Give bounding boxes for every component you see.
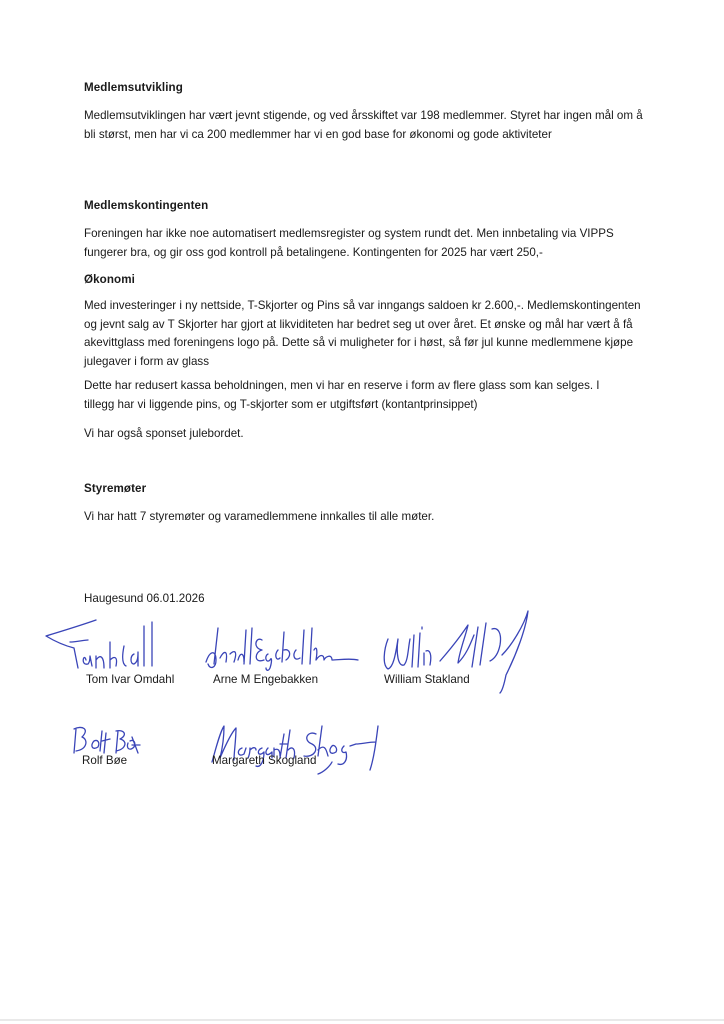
section-heading-medlemsutvikling: Medlemsutvikling <box>84 81 183 94</box>
paragraph-okonomi-1: Med investeringer i ny nettside, T-Skjorter og Pins så var inngangs saldoen kr 2.600,-. Medlemskontingenten og jevnt salg av T Skjorter har gjort at likviditeten har bedret seg ut over året. Et ønske og mål har vært å få akevittglass med foreningens logo på. Dette så vi muligheter for i høst, så før jul kunne medlemmene kjøpe julegaver i form av glass <box>84 299 641 368</box>
section-heading-styremoter: Styremøter <box>84 482 147 495</box>
signature-margareth-skogland <box>206 722 396 782</box>
signature-arne-m-engebakken <box>204 620 364 678</box>
section-heading-okonomi: Økonomi <box>84 273 135 286</box>
paragraph-okonomi-3: Vi har også sponset julebordet. <box>84 427 244 440</box>
signatory-name: Margareth Skogland <box>212 754 317 767</box>
signatory-name: Arne M Engebakken <box>213 673 319 686</box>
section-heading-medlemskontingenten: Medlemskontingenten <box>84 199 209 212</box>
paragraph-okonomi-2: Dette har redusert kassa beholdningen, men vi har en reserve i form av flere glass som kan selges. I tillegg har vi liggende pins, og T-skjorter som er utgiftsført (kontantprinsippet) <box>84 379 600 411</box>
signature-tom-ivar-omdahl <box>44 612 184 676</box>
paragraph-styremoter: Vi har hatt 7 styremøter og varamedlemmene innkalles til alle møter. <box>84 510 435 523</box>
page-bottom-edge <box>0 1019 724 1021</box>
place-date: Haugesund 06.01.2026 <box>84 592 205 605</box>
signatory-name: William Stakland <box>384 673 470 686</box>
signatory-name: Rolf Bøe <box>82 754 128 767</box>
signatory-name: Tom Ivar Omdahl <box>86 673 175 686</box>
paragraph-medlemskontingenten: Foreningen har ikke noe automatisert medlemsregister og system rundt det. Men innbetaling via VIPPS fungerer bra, og gir oss god kontroll på betalingene. Kontingenten for 2025 har vært 250,- <box>84 227 614 259</box>
paragraph-medlemsutvikling: Medlemsutviklingen har vært jevnt stigende, og ved årsskiftet var 198 medlemmer. Styret har ingen mål om å bli størst, men har vi ca 200 medlemmer har vi en god base for økonomi og gode aktiviteter <box>84 109 643 141</box>
